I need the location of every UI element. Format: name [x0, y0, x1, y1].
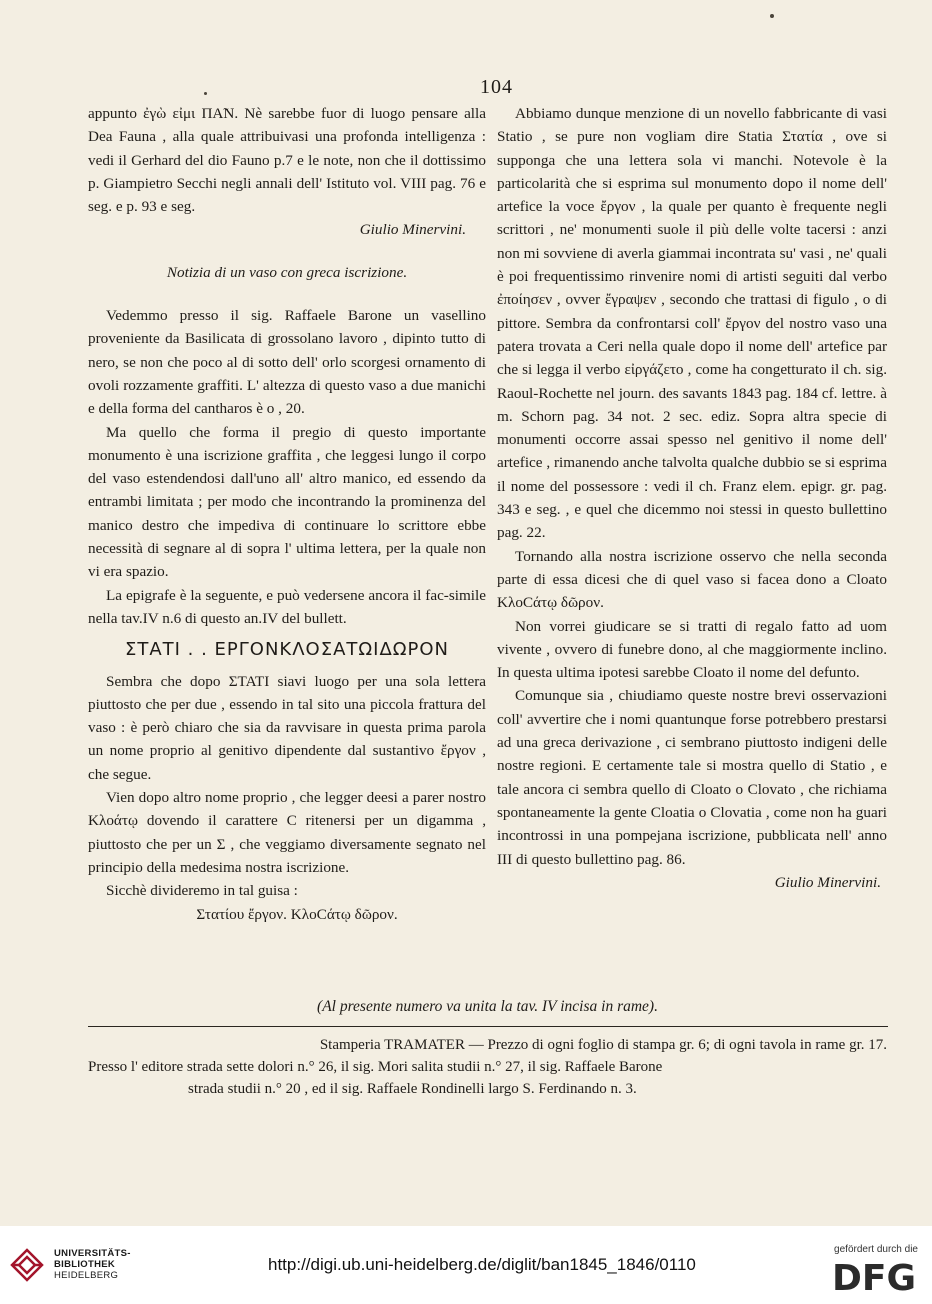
funded-by-label: gefördert durch die: [834, 1244, 918, 1255]
left-paragraph: La epigrafe è la seguente, e può vedersene ancora il fac-simile nella tav.IV n.6 di questo an.IV del bullett.: [88, 586, 486, 627]
imprint-line: Presso l' editore strada sette dolori n.° 26, il sig. Mori salita studii n.° 27, il sig. Raffaele Barone: [88, 1059, 663, 1075]
paper-speck: [770, 14, 774, 18]
right-paragraph: Comunque sia , chiudiamo queste nostre brevi osservazioni coll' avvertire che i nomi quantunque forse potrebbero prestarsi ad una greca derivazione , ci sembrano piuttosto indigeni delle nostre regioni. E certamente tale si mostra quello di Statio , e tale ancora ci sembra quello di Cloato o Clovato , che richiama spontaneamente la gente Cloatia o Clovatia , come non ha guari incontrossi in una pompejana iscrizione, pubblicata nell' anno III di questo bullettino pag. 86.: [497, 687, 887, 868]
author-signature: Giulio Minervini.: [359, 221, 466, 239]
library-name-line: HEIDELBERG: [54, 1270, 119, 1281]
left-column: [88, 102, 486, 926]
dfg-logo-icon: [828, 1259, 920, 1293]
library-name-line: UNIVERSITÄTS-: [54, 1248, 131, 1259]
imprint-line: Stamperia TRAMATER — Prezzo di ogni foglio di stampa gr. 6; di ogni tavola in rame gr. 17.: [319, 1037, 887, 1053]
author-signature: Giulio Minervini.: [774, 873, 881, 891]
library-name: [54, 1248, 131, 1281]
right-paragraph: Abbiamo dunque menzione di un novello fabbricante di vasi Statio , se pure non vogliam dire Statia Στατία , ove si supponga che una lettera sola vi manchi. Notevole è la particolarità che si esprima sul monumento dopo il nome dell' artefice la voce ἔργον , la quale per quanto è frequente negli scrittori , ne' monumenti suole il più delle volte tacersi : anzi non mi sovviene di averla giammai incontrata su' vasi , ne' quali è poi frequentissimo rinvenire nomi di artisti seguiti dal verbo ἐποίησεν , ovver ἔγραψεν , secondo che trattasi di figulo , o di pittore. Sembra da confrontarsi coll' ἔργον del nostro vaso una patera trovata a Ceri nella quale dopo il nome dell' artefice par che si legga il verbo εἰργάζετο , come ha congetturato il ch. sig. Raoul-Rochette nel journ. des savants 1843 pag. 184 cf. lettre. à m. Schorn pag. 34 not. 2 sec. ediz. Sopra altra specie di monumenti occorre assai spesso nel genitivo il nome dell' artefice , rimanendo anche talvolta qualche dubbio se si esprima il nome del possessore : vedi il ch. Franz elem. epigr. gr. pag. 343 e seg. , e quel che dicemmo noi stessi in questo bullettino pag. 22.: [497, 105, 887, 542]
paper-speck: [204, 92, 207, 95]
plate-notice: (Al presente numero va unita la tav. IV incisa in rame).: [317, 998, 658, 1015]
left-paragraph: Vien dopo altro nome proprio , che legger deesi a parer nostro Κλοάτῳ dovendo il carattere Ϲ ritenersi per un digamma , piuttosto che per un Σ , che veggiamo diversamente segnato nel principio della medesima nostra iscrizione.: [88, 789, 486, 876]
left-paragraph: Vedemmo presso il sig. Raffaele Barone un vasellino proveniente da Basilicata di grossolano lavoro , dipinto tutto di nero, se non che poco al di sotto dell' orlo scorgesi ornamento di ovoli rozzamente graffiti. L' altezza di questo vaso a due manichi e della forma del cantharos è o , 20.: [88, 307, 486, 418]
right-column: [497, 102, 887, 894]
imprint-line: strada studii n.° 20 , ed il sig. Raffaele Rondinelli largo S. Ferdinando n. 3.: [188, 1081, 637, 1097]
left-paragraph: Sicchè divideremo in tal guisa :: [106, 882, 298, 900]
page-number: 104: [480, 76, 513, 98]
dfg-logo-text: DFG: [831, 1259, 917, 1293]
divider-rule: [88, 1026, 888, 1027]
left-paragraph: appunto ἐγὼ εἰμι ΠΑ̃Ν. Nè sarebbe fuor di luogo pensare alla Dea Fauna , alla quale attribuivasi una profonda intelligenza : vedi il Gerhard del dio Fauno p.7 e le note, non che il dottissimo p. Giampietro Secchi negli annali dell' Istituto vol. VIII pag. 76 e seg. e p. 93 e seg.: [88, 105, 486, 216]
right-paragraph: Tornando alla nostra iscrizione osservo che nella seconda parte di essa dicesi che di quel vaso si facea dono a Cloato ΚλοϹάτῳ δῶρον.: [497, 547, 887, 612]
imprint: [88, 1034, 887, 1100]
inscription-division: Στατίου ἔργον. ΚλοϹάτῳ δῶρον.: [196, 905, 398, 923]
left-paragraph: Ma quello che forma il pregio di questo importante monumento è una iscrizione graffita , che leggesi lungo il corpo del vaso estendendosi dall'uno all' altro manico, ed essendo da entrambi limitata ; per modo che incontrando la prominenza del manico destro che impediva di continuare lo scrittore ebbe necessità di segnare al di sopra l' ultima lettera, per la quale non vi era spazio.: [88, 423, 486, 581]
digitization-footer: [0, 1226, 932, 1304]
left-paragraph: Sembra che dopo ΣΤΑΤΙ siavi luogo per una sola lettera piuttosto che per due , essendo in tal sito una piccola frattura del vaso : è però chiaro che sia da ravvisare in questa prima parola un nome proprio al genitivo dipendente dal sustantivo ἔργον , che segue.: [88, 672, 486, 783]
university-library-logo-icon: [10, 1248, 44, 1282]
library-name-line: BIBLIOTHEK: [54, 1259, 116, 1270]
greek-inscription: ΣΤΑΤΙ . . ΕΡΓΟΝΚΛΟΣΑΤΩΙΔΩΡΟΝ: [124, 639, 450, 661]
article-heading: Notizia di un vaso con greca iscrizione.: [166, 263, 408, 281]
right-paragraph: Non vorrei giudicare se si tratti di regalo fatto ad uom vivente , ovvero di funebre dono, al che maggiormente inclino. In questa ultima ipotesi sarebbe Cloato il nome del defunto.: [497, 617, 887, 682]
permalink-url[interactable]: http://digi.ub.uni-heidelberg.de/diglit/ban1845_1846/0110: [268, 1255, 696, 1274]
